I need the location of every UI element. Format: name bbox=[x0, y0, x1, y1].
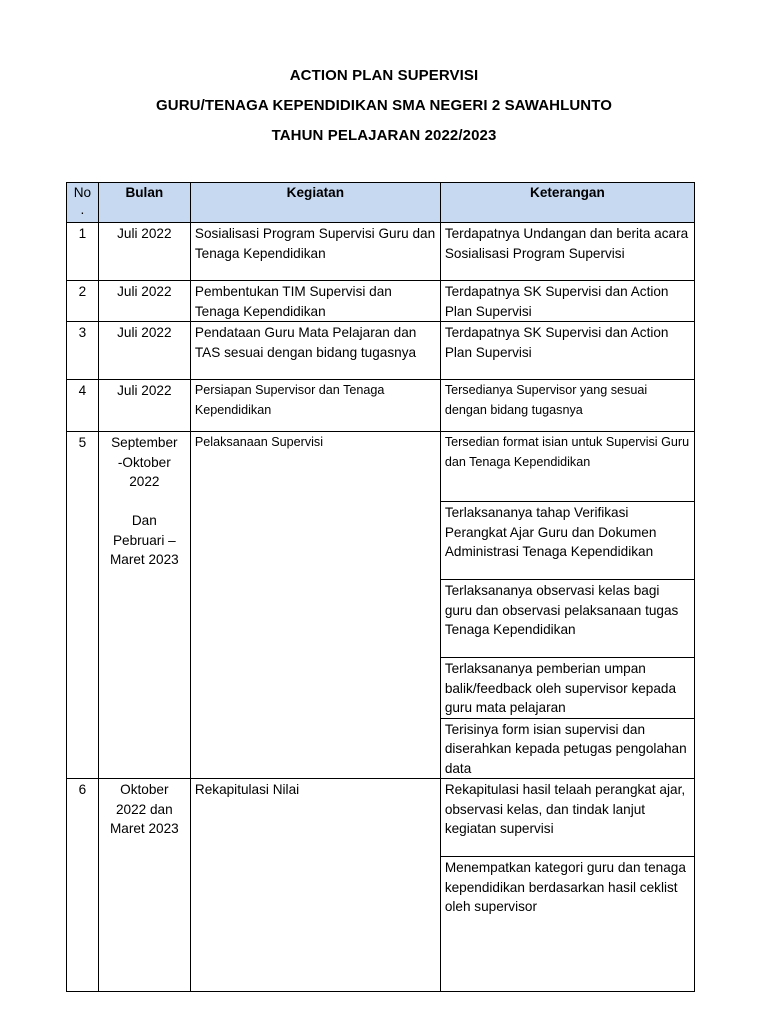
table-row bbox=[67, 322, 695, 380]
cell-bulan: Juli 2022 bbox=[98, 322, 190, 380]
header-kegiatan: Kegiatan bbox=[190, 183, 440, 223]
cell-no: 6 bbox=[67, 779, 99, 992]
document-title-block bbox=[0, 66, 768, 156]
cell-kegiatan: Persiapan Supervisor dan Tenaga Kependidikan bbox=[190, 380, 440, 432]
cell-keterangan: Tersedianya Supervisor yang sesuai dengan bidang tugasnya bbox=[440, 380, 694, 432]
cell-bulan: Juli 2022 bbox=[98, 223, 190, 281]
cell-keterangan: Terisinya form isian supervisi dan diserahkan kepada petugas pengolahan data bbox=[440, 718, 694, 779]
cell-no: 1 bbox=[67, 223, 99, 281]
cell-no: 2 bbox=[67, 281, 99, 322]
table-row bbox=[67, 432, 695, 502]
cell-keterangan: Tersedian format isian untuk Supervisi Guru dan Tenaga Kependidikan bbox=[440, 432, 694, 502]
cell-keterangan: Terdapatnya SK Supervisi dan Action Plan Supervisi bbox=[440, 281, 694, 322]
title-line-3: TAHUN PELAJARAN 2022/2023 bbox=[271, 127, 497, 144]
cell-no: 3 bbox=[67, 322, 99, 380]
header-no: No . bbox=[67, 183, 99, 223]
table-row bbox=[67, 223, 695, 281]
cell-keterangan: Terdapatnya Undangan dan berita acara Sosialisasi Program Supervisi bbox=[440, 223, 694, 281]
action-plan-table bbox=[66, 182, 695, 992]
cell-kegiatan: Pembentukan TIM Supervisi dan Tenaga Kependidikan bbox=[190, 281, 440, 322]
header-keterangan: Keterangan bbox=[440, 183, 694, 223]
table-row bbox=[67, 380, 695, 432]
cell-kegiatan: Sosialisasi Program Supervisi Guru dan Tenaga Kependidikan bbox=[190, 223, 440, 281]
cell-no: 5 bbox=[67, 432, 99, 779]
cell-keterangan: Terlaksananya tahap Verifikasi Perangkat Ajar Guru dan Dokumen Administrasi Tenaga Kependidikan bbox=[440, 502, 694, 580]
cell-keterangan: Terlaksananya pemberian umpan balik/feedback oleh supervisor kepada guru mata pelajaran bbox=[440, 658, 694, 719]
cell-kegiatan: Pelaksanaan Supervisi bbox=[190, 432, 440, 779]
table-header-row bbox=[67, 183, 695, 223]
cell-keterangan: Menempatkan kategori guru dan tenaga kependidikan berdasarkan hasil ceklist oleh supervisor bbox=[440, 857, 694, 992]
cell-bulan: Oktober 2022 dan Maret 2023 bbox=[98, 779, 190, 992]
title-line-1: ACTION PLAN SUPERVISI bbox=[289, 67, 479, 84]
table-row bbox=[67, 281, 695, 322]
cell-keterangan: Terdapatnya SK Supervisi dan Action Plan Supervisi bbox=[440, 322, 694, 380]
cell-keterangan: Terlaksananya observasi kelas bagi guru dan observasi pelaksanaan tugas Tenaga Kependidikan bbox=[440, 580, 694, 658]
title-line-2: GURU/TENAGA KEPENDIDIKAN SMA NEGERI 2 SAWAHLUNTO bbox=[156, 97, 612, 114]
cell-bulan: Juli 2022 bbox=[98, 380, 190, 432]
header-bulan: Bulan bbox=[98, 183, 190, 223]
cell-bulan: September -Oktober 2022 Dan Pebruari – Maret 2023 bbox=[98, 432, 190, 779]
cell-bulan: Juli 2022 bbox=[98, 281, 190, 322]
cell-no: 4 bbox=[67, 380, 99, 432]
cell-kegiatan: Pendataan Guru Mata Pelajaran dan TAS sesuai dengan bidang tugasnya bbox=[190, 322, 440, 380]
cell-kegiatan: Rekapitulasi Nilai bbox=[190, 779, 440, 992]
table-row bbox=[67, 779, 695, 857]
cell-keterangan: Rekapitulasi hasil telaah perangkat ajar, observasi kelas, dan tindak lanjut kegiatan supervisi bbox=[440, 779, 694, 857]
